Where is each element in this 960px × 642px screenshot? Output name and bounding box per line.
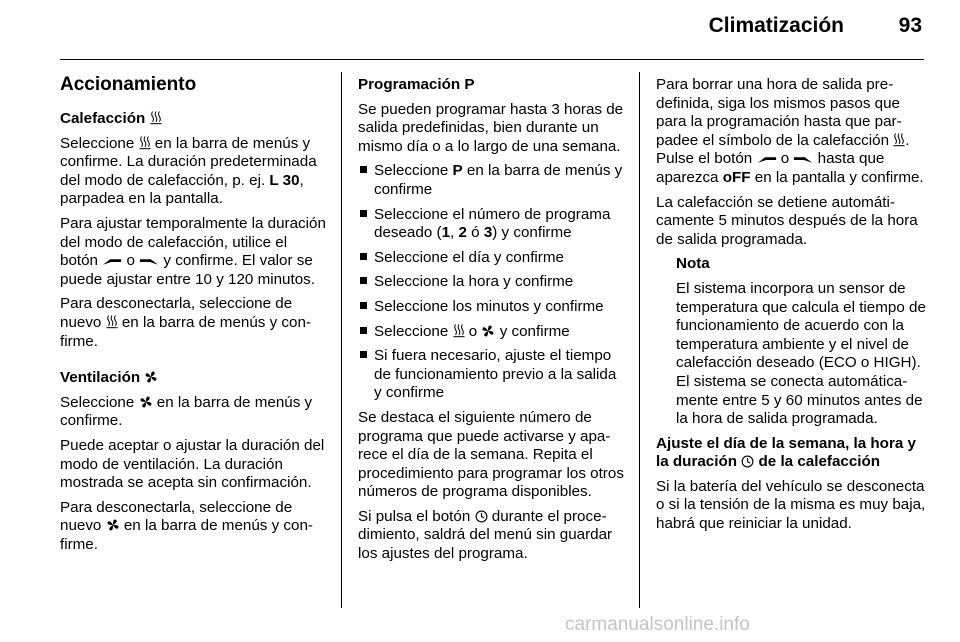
programming-paragraph-2: Se destaca el siguiente número de programa que puede activarse y aparece el día de la semana. Repita el procedimiento para programar los otros números de programa disponibles. [358, 408, 624, 501]
adjust-day-title: Ajuste el día de la semana, la hora y la duración de la calefacción [656, 434, 916, 471]
section-title: Accionamiento [60, 74, 197, 95]
ventilation-paragraph-2: Puede aceptar o ajustar la duración del modo de ventilación. La duración mostrada se acepta sin confirmación. [60, 436, 325, 492]
note-box [676, 255, 926, 428]
page-number: 93 [898, 14, 922, 37]
heating-paragraph-1: Seleccione en la barra de menús y confirme. La duración predeterminada del modo de calefacción, p. ej. L 30, parpadea en la pantalla. [60, 134, 317, 208]
column-divider-2 [639, 72, 640, 608]
list-item: Si fuera necesario, ajuste el tiempo de funcionamiento previo a la salida y confirme [358, 347, 626, 403]
right-arrow-button-icon [793, 155, 813, 165]
list-item: Seleccione P en la barra de menús y confirme [358, 162, 626, 199]
column-3 [656, 76, 926, 540]
list-item: Seleccione o y confirme [358, 323, 626, 342]
heat-waves-icon [893, 132, 905, 147]
column-divider-1 [341, 72, 342, 608]
note-title: Nota [676, 255, 710, 273]
fan-icon [106, 518, 120, 532]
programming-paragraph-3: Si pulsa el botón durante el procedimiento, saldrá del menú sin guardar los ajustes del programa. [358, 507, 613, 563]
clock-icon [741, 455, 754, 468]
watermark: carmanualsonline.info [565, 614, 750, 635]
page-header-title: Climatización [708, 14, 844, 37]
column-1 [60, 110, 326, 560]
display-value-l30: L 30 [269, 171, 300, 189]
right-arrow-button-icon [139, 257, 159, 267]
display-value-off: oFF [722, 168, 751, 186]
battery-paragraph: Si la batería del vehículo se desconecta o si la tensión de la misma es muy baja, habrá que reiniciar la unidad. [656, 477, 926, 533]
fan-icon [144, 370, 158, 384]
note-text: El sistema incorpora un sensor de temperatura que calcula el tiempo de funcionamiento de acuerdo con la temperatura ambiente y el nivel de calefacción deseado (ECO o HIGH). El sistema se conecta automáticamente entre 5 y 60 minutos antes de la hora de salida programada. [676, 279, 926, 428]
heat-waves-icon [150, 110, 162, 125]
list-item: Seleccione la hora y confirme [358, 273, 626, 292]
list-item: Seleccione los minutos y confirme [358, 298, 626, 317]
fan-icon [139, 395, 153, 409]
header-rule [60, 59, 924, 60]
heating-paragraph-2: Para ajustar temporalmente la duración del modo de calefacción, utilice el botón o y confirme. El valor se puede ajustar entre 10 y 120 minutos. [60, 214, 326, 288]
heating-paragraph-3: Para desconectarla, seleccione de nuevo en la barra de menús y confirme. [60, 295, 311, 350]
left-arrow-button-icon [757, 155, 777, 165]
ventilation-title: Ventilación [60, 369, 326, 388]
programming-steps [358, 162, 626, 403]
ventilation-paragraph-3: Para desconectarla, seleccione de nuevo en la barra de menús y confirme. [60, 498, 313, 553]
delete-paragraph: Para borrar una hora de salida predefinida, siga los mismos pasos que para la programación hasta que parpadee el símbolo de la calefacción . Pulse el botón o hasta que aparezca oFF en la pantalla y confirme. [656, 76, 924, 186]
heat-waves-icon [106, 314, 118, 329]
column-2 [358, 76, 626, 570]
heating-title: Calefacción [60, 110, 326, 129]
ventilation-paragraph-1: Seleccione en la barra de menús y confirme. [60, 393, 313, 430]
programming-title: Programación P [358, 76, 475, 93]
heat-waves-icon [453, 323, 465, 338]
list-item: Seleccione el número de programa deseado (1, 2 ó 3) y confirme [358, 206, 626, 243]
left-arrow-button-icon [102, 257, 122, 267]
programming-paragraph-1: Se pueden programar hasta 3 horas de salida predefinidas, bien durante un mismo día o a lo largo de una semana. [358, 100, 624, 155]
clock-icon [475, 510, 488, 523]
auto-stop-paragraph: La calefacción se detiene automáticamente 5 minutos después de la hora de salida programada. [656, 193, 918, 248]
list-item: Seleccione el día y confirme [358, 249, 626, 268]
heat-waves-icon [139, 135, 151, 150]
fan-icon [481, 324, 495, 338]
